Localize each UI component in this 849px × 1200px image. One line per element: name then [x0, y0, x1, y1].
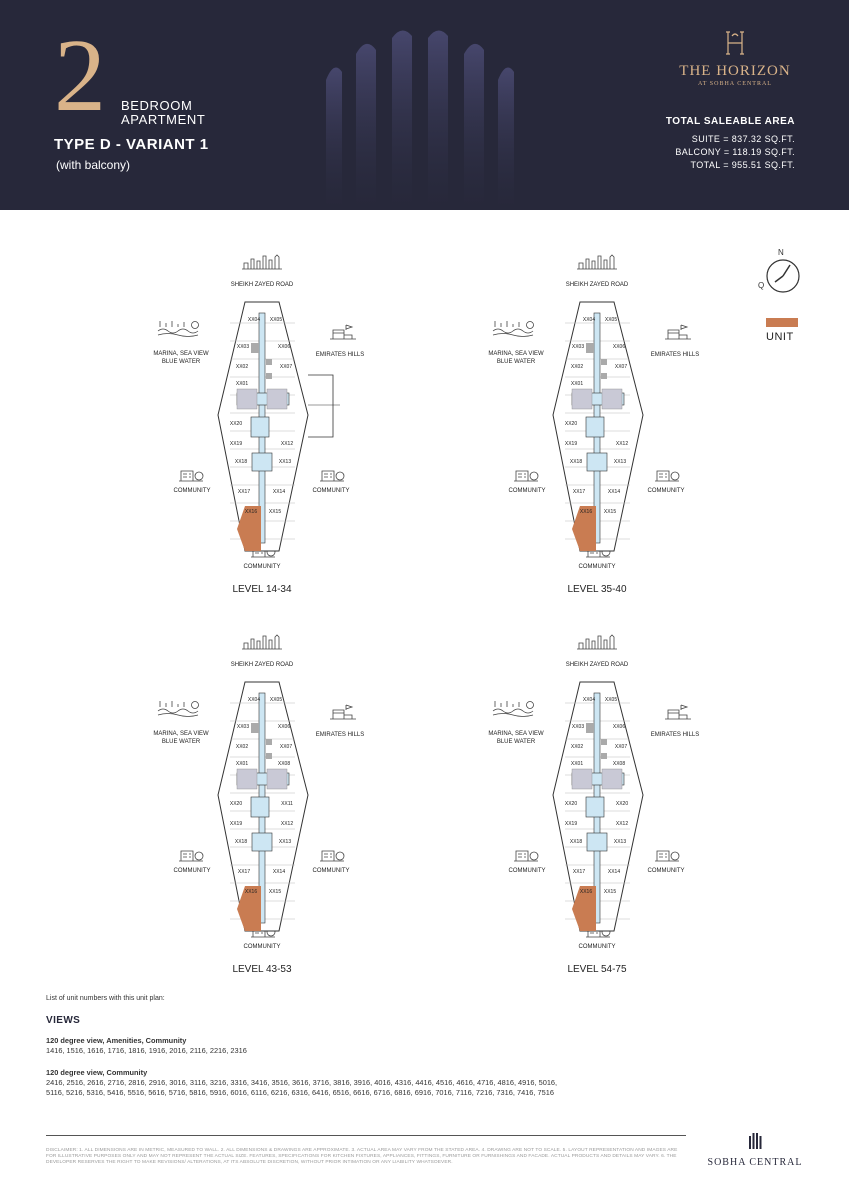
unit-number-label: XX01	[570, 761, 584, 767]
unit-number-label: XX13	[613, 459, 627, 465]
north-compass-icon	[756, 246, 806, 298]
logo-name: THE HORIZON	[679, 63, 791, 79]
sobha-central-name: SOBHA CENTRAL	[707, 1157, 803, 1168]
unit-number-label: XX16	[244, 889, 258, 895]
service-block	[266, 373, 272, 379]
community-icon-left	[514, 471, 538, 481]
stair-block	[267, 389, 287, 409]
core-lobby	[587, 833, 607, 851]
unit-number-label: XX01	[235, 761, 249, 767]
unit-number-label: XX14	[272, 869, 286, 875]
unit-legend-label: UNIT	[766, 331, 794, 343]
community-icon-right	[320, 471, 344, 481]
community-tree	[530, 472, 538, 480]
level-label: LEVEL 35-40	[567, 584, 627, 595]
unit-color-swatch	[766, 318, 798, 327]
unit-number-label: XX12	[615, 821, 629, 827]
label-community-left: COMMUNITY	[508, 868, 546, 874]
hills-path	[665, 705, 691, 719]
unit-type-subtitle: (with balcony)	[56, 158, 131, 172]
core-lift	[251, 417, 269, 437]
marina-wheel	[527, 702, 534, 709]
unit-number-label: XX20	[615, 801, 629, 807]
unit-number-label: XX13	[278, 839, 292, 845]
floor-plan-2	[488, 255, 699, 595]
balcony-frame	[308, 375, 333, 437]
unit-number-label: XX06	[277, 344, 291, 350]
service-block	[266, 739, 272, 745]
compass-north-label: N	[778, 248, 784, 257]
marina-icon	[493, 321, 534, 337]
service-block	[586, 343, 594, 353]
unit-number-label: XX16	[579, 889, 593, 895]
unit-number-label: XX02	[570, 744, 584, 750]
hills-path	[330, 325, 356, 339]
label-marina-sea-view: MARINA, SEA VIEW	[488, 351, 544, 357]
view-group-2-title: 120 degree view, Community	[46, 1068, 148, 1077]
level-label: LEVEL 43-53	[232, 964, 292, 975]
unit-number-label: XX15	[603, 509, 617, 515]
unit-number-label: XX04	[247, 317, 261, 323]
unit-number-label: XX19	[564, 441, 578, 447]
level-label: LEVEL 54-75	[567, 964, 627, 975]
service-block	[586, 723, 594, 733]
unit-number-label: XX15	[268, 509, 282, 515]
compass-q-label: Q	[758, 281, 765, 290]
core-lobby	[252, 453, 272, 471]
unit-number-label: XX17	[237, 489, 251, 495]
sobha-emblem-icon	[748, 1130, 762, 1150]
community-icon-left	[179, 851, 203, 861]
core-lift	[586, 417, 604, 437]
label-community-left: COMMUNITY	[173, 868, 211, 874]
unit-number-label: XX18	[234, 839, 248, 845]
label-emirates-hills: EMIRATES HILLS	[650, 732, 700, 738]
unit-number-label: XX17	[572, 869, 586, 875]
unit-number-label: XX14	[607, 489, 621, 495]
unit-number-label: XX03	[571, 724, 585, 730]
views-title: VIEWS	[46, 1015, 81, 1026]
unit-number-label: XX02	[570, 364, 584, 370]
community-icon-right	[655, 851, 679, 861]
community-icon-left	[179, 471, 203, 481]
stair-block	[237, 769, 257, 789]
label-community-bottom: COMMUNITY	[578, 944, 616, 950]
unit-number-label: XX01	[570, 381, 584, 387]
core-lift	[251, 797, 269, 817]
community-tree	[530, 852, 538, 860]
label-marina-sea-view: MARINA, SEA VIEW	[488, 731, 544, 737]
unit-number-label: XX05	[269, 697, 283, 703]
view-group-1	[46, 1036, 566, 1056]
footer-divider	[46, 1135, 686, 1136]
stair-block	[602, 769, 622, 789]
community-tree	[336, 852, 344, 860]
unit-number-label: XX12	[280, 441, 294, 447]
community-building-path	[514, 851, 538, 861]
unit-number-label: XX19	[564, 821, 578, 827]
unit-number-label: XX14	[607, 869, 621, 875]
unit-number-label: XX07	[279, 364, 293, 370]
unit-number-label: XX07	[614, 744, 628, 750]
area-suite: SUITE = 837.32 SQ.FT.	[691, 134, 795, 144]
service-block	[601, 373, 607, 379]
unit-number-label: XX20	[564, 801, 578, 807]
community-icon-right	[320, 851, 344, 861]
unit-number-label: XX07	[614, 364, 628, 370]
service-block	[601, 753, 607, 759]
unit-number-label: XX16	[579, 509, 593, 515]
unit-number-label: XX15	[603, 889, 617, 895]
saleable-area-title: TOTAL SALEABLE AREA	[665, 116, 795, 127]
stair-block	[602, 389, 622, 409]
service-block	[251, 343, 259, 353]
emirates-hills-icon	[330, 705, 356, 719]
service-block	[266, 753, 272, 759]
label-sheikh-zayed-road: SHEIKH ZAYED ROAD	[565, 282, 629, 288]
label-emirates-hills: EMIRATES HILLS	[315, 352, 365, 358]
service-block	[251, 723, 259, 733]
unit-number-label: XX17	[572, 489, 586, 495]
unit-number-label: XX19	[229, 821, 243, 827]
unit-number-label: XX17	[237, 869, 251, 875]
label-community-right: COMMUNITY	[647, 868, 685, 874]
area-balcony: BALCONY = 118.19 SQ.FT.	[675, 147, 795, 157]
view-group-2	[46, 1068, 566, 1098]
community-building-path	[320, 471, 344, 481]
disclaimer-text: DISCLAIMER: 1. ALL DIMENSIONS ARE IN METRIC, MEASURED TO WALL. 2. ALL DIMENSIONS & DRAWINGS ARE APPROXIMATE. 3. ACTUAL AREA MAY VARY FROM THE STATED AREA. 4. DRAWING ARE NOT TO SCALE. 5. LAYOUT REPRESENTATION AND IMAGES ARE FOR ILLUSTRATIVE PURPOSES ONLY AND MAY NOT REPRESENT THE ACTUAL SIZE. FEATURES, SPECIFICATIONS FOR KITCHEN FIXTURES, APPLIANCES, FITTINGS, FURNITURE OR FURNISHINGS AND FACADE. ACTUAL PRODUCTS AND DETAILS MAY VARY. 6. THE DEVELOPER RESERVES THE RIGHT TO MAKE REVISIONS/ ALTERATIONS, AT ITS ABSOLUTE DISCRETION, WITHOUT PRIOR INTIMATION OR ANY LIABILITY WHATSOEVER.	[46, 1148, 678, 1165]
community-tree	[336, 472, 344, 480]
community-tree	[671, 472, 679, 480]
unit-number-label: XX01	[235, 381, 249, 387]
label-marina-sea-view: MARINA, SEA VIEW	[153, 731, 209, 737]
marina-icon	[493, 701, 534, 717]
skyline-path	[577, 635, 617, 649]
unit-number-label: XX12	[615, 441, 629, 447]
logo-subname: AT SOBHA CENTRAL	[698, 81, 772, 87]
unit-number-label: XX04	[582, 697, 596, 703]
marina-wheel	[192, 702, 199, 709]
skyline-icon	[242, 255, 282, 269]
skyline-icon	[577, 255, 617, 269]
unit-number-label: XX08	[612, 761, 626, 767]
unit-number-label: XX19	[229, 441, 243, 447]
view-group-2-units: 2416, 2516, 2616, 2716, 2816, 2916, 3016, 3116, 3216, 3316, 3416, 3516, 3616, 3716, 3816, 3916, 4016, 4316, 4416, 4516, 4616, 4716, 4816, 4916, 5016, 5116, 5216, 5316, 5416, 5516, 5616, 5716, 5816, 5916, 6016, 6116, 6216, 6316, 6416, 6516, 6616, 6716, 6816, 6916, 7016, 7116, 7216, 7316, 7416, 7516	[46, 1078, 558, 1097]
label-community-bottom: COMMUNITY	[243, 564, 281, 570]
floor-plan-4	[488, 635, 699, 975]
stair-block	[237, 389, 257, 409]
marina-icon	[158, 321, 199, 337]
unit-number-label: XX18	[569, 459, 583, 465]
bedroom-label-line1: BEDROOM	[121, 98, 193, 113]
unit-number-label: XX03	[236, 724, 250, 730]
view-group-1-units: 1416, 1516, 1616, 1716, 1816, 1916, 2016, 2116, 2216, 2316	[46, 1046, 247, 1055]
skyline-path	[242, 635, 282, 649]
label-emirates-hills: EMIRATES HILLS	[650, 352, 700, 358]
stair-block	[267, 769, 287, 789]
unit-number-label: XX20	[229, 421, 243, 427]
core-lift	[586, 797, 604, 817]
service-block	[266, 359, 272, 365]
core-lobby	[252, 833, 272, 851]
community-building-path	[179, 851, 203, 861]
unit-number-label: XX20	[564, 421, 578, 427]
community-icon-right	[655, 471, 679, 481]
unit-number-label: XX11	[281, 801, 293, 807]
service-block	[601, 359, 607, 365]
label-community-right: COMMUNITY	[312, 868, 350, 874]
floor-plan-1	[153, 255, 364, 595]
bedroom-label-line2: APARTMENT	[121, 112, 206, 127]
unit-number-label: XX07	[279, 744, 293, 750]
level-label: LEVEL 14-34	[232, 584, 292, 595]
community-building-path	[655, 851, 679, 861]
label-community-left: COMMUNITY	[508, 488, 546, 494]
marina-wheel	[192, 322, 199, 329]
label-community-left: COMMUNITY	[173, 488, 211, 494]
emirates-hills-icon	[665, 705, 691, 719]
skyline-path	[242, 255, 282, 269]
community-building-path	[514, 471, 538, 481]
unit-list-intro: List of unit numbers with this unit plan:	[46, 995, 165, 1002]
skyline-icon	[577, 635, 617, 649]
service-block	[601, 739, 607, 745]
unit-number-label: XX02	[235, 744, 249, 750]
community-tree	[195, 852, 203, 860]
unit-number-label: XX06	[612, 724, 626, 730]
unit-number-label: XX18	[234, 459, 248, 465]
unit-number-label: XX20	[229, 801, 243, 807]
label-emirates-hills: EMIRATES HILLS	[315, 732, 365, 738]
unit-number-label: XX12	[280, 821, 294, 827]
unit-number-label: XX05	[604, 697, 618, 703]
community-building-path	[320, 851, 344, 861]
area-total: TOTAL = 955.51 SQ.FT.	[690, 160, 795, 170]
label-blue-water: BLUE WATER	[161, 359, 201, 365]
unit-number-label: XX14	[272, 489, 286, 495]
marina-wheel	[527, 322, 534, 329]
label-community-right: COMMUNITY	[647, 488, 685, 494]
view-group-1-title: 120 degree view, Amenities, Community	[46, 1036, 187, 1045]
unit-number-label: XX02	[235, 364, 249, 370]
label-blue-water: BLUE WATER	[496, 359, 536, 365]
label-blue-water: BLUE WATER	[161, 739, 201, 745]
unit-number-label: XX05	[269, 317, 283, 323]
label-community-bottom: COMMUNITY	[243, 944, 281, 950]
label-sheikh-zayed-road: SHEIKH ZAYED ROAD	[565, 662, 629, 668]
unit-number-label: XX15	[268, 889, 282, 895]
hills-path	[330, 705, 356, 719]
unit-number-label: XX18	[569, 839, 583, 845]
community-building-path	[179, 471, 203, 481]
emirates-hills-icon	[330, 325, 356, 339]
unit-number-label: XX04	[247, 697, 261, 703]
label-community-bottom: COMMUNITY	[578, 564, 616, 570]
label-sheikh-zayed-road: SHEIKH ZAYED ROAD	[230, 662, 294, 668]
emirates-hills-icon	[665, 325, 691, 339]
label-blue-water: BLUE WATER	[496, 739, 536, 745]
community-icon-left	[514, 851, 538, 861]
community-tree	[195, 472, 203, 480]
unit-number-label: XX04	[582, 317, 596, 323]
label-marina-sea-view: MARINA, SEA VIEW	[153, 351, 209, 357]
skyline-icon	[242, 635, 282, 649]
unit-number-label: XX03	[571, 344, 585, 350]
bedroom-count: 2	[54, 18, 106, 133]
unit-number-label: XX13	[278, 459, 292, 465]
unit-type-title: TYPE D - VARIANT 1	[54, 136, 209, 153]
hills-path	[665, 325, 691, 339]
unit-number-label: XX06	[612, 344, 626, 350]
label-sheikh-zayed-road: SHEIKH ZAYED ROAD	[230, 282, 294, 288]
unit-number-label: XX16	[244, 509, 258, 515]
label-community-right: COMMUNITY	[312, 488, 350, 494]
stair-block	[572, 389, 592, 409]
unit-number-label: XX03	[236, 344, 250, 350]
unit-number-label: XX06	[277, 724, 291, 730]
community-tree	[671, 852, 679, 860]
floor-plan-3	[153, 635, 364, 975]
marina-icon	[158, 701, 199, 717]
sobha-central-logo	[700, 1130, 810, 1168]
skyline-path	[577, 255, 617, 269]
unit-number-label: XX05	[604, 317, 618, 323]
stair-block	[572, 769, 592, 789]
unit-number-label: XX13	[613, 839, 627, 845]
core-lobby	[587, 453, 607, 471]
unit-number-label: XX08	[277, 761, 291, 767]
community-building-path	[655, 471, 679, 481]
